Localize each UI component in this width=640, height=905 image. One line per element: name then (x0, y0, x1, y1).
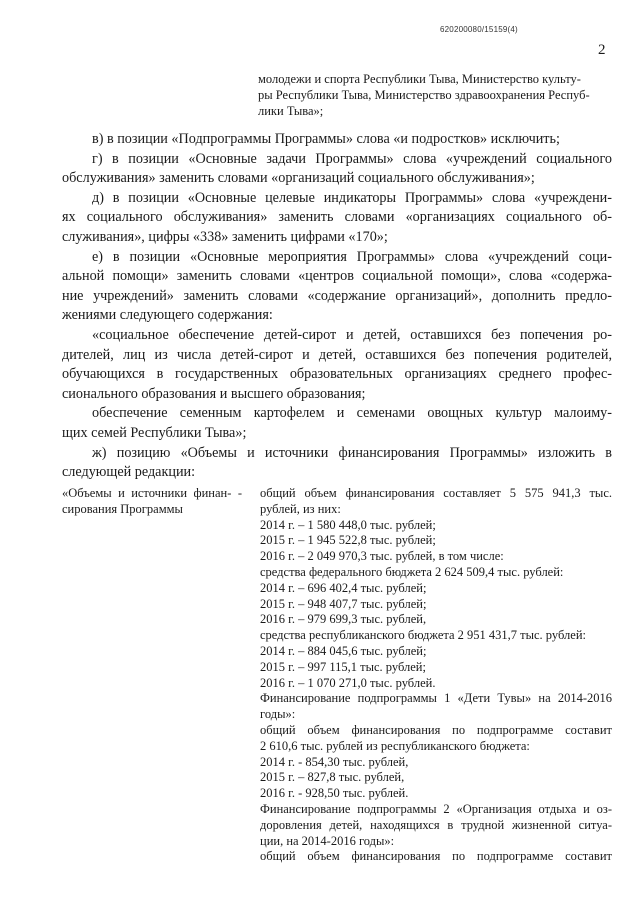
financing-table-label-cell (62, 486, 242, 518)
paragraph-line: ж) позицию «Объемы и источники финансирования Программы» изложить в (92, 444, 612, 461)
table-value-line: 2016 г. – 979 699,3 тыс. рублей, (260, 612, 427, 627)
table-value-line: Финансирование подпрограммы 1 «Дети Тувы» на 2014-2016 (260, 691, 612, 706)
paragraph-g (62, 150, 612, 189)
paragraph-line: ях социального обслуживания» заменить словами «организациях социального об- (62, 209, 612, 226)
table-value-line: 2015 г. – 948 407,7 тыс. рублей; (260, 596, 427, 611)
table-value-line: доровления детей, находящихся в трудной жизненной ситуа- (260, 817, 612, 832)
paragraph-line: в) в позиции «Подпрограммы Программы» слова «и подростков» исключить; (92, 131, 560, 147)
table-value-line: годы»: (260, 707, 296, 722)
paragraph-line: ние учреждений» заменить словами «содержание организаций», дополнить предло- (62, 287, 612, 304)
table-value-line: 2016 г. – 1 070 271,0 тыс. рублей. (260, 675, 436, 690)
table-value-line: 2015 г. – 997 115,1 тыс. рублей; (260, 659, 426, 674)
paragraph-social-support (62, 326, 612, 404)
paragraph-line: обучающихся в государственных образовательных организациях среднего профес- (62, 366, 612, 383)
paragraph-d (62, 189, 612, 248)
table-label-line: «Объемы и источники финан- - (62, 486, 242, 500)
intro-continuation (258, 71, 608, 119)
intro-line: молодежи и спорта Республики Тыва, Министерство культу- (258, 72, 581, 86)
table-value-line: 2015 г. – 1 945 522,8 тыс. рублей; (260, 533, 436, 548)
table-value-line: 2014 г. – 884 045,6 тыс. рублей; (260, 643, 427, 658)
table-value-line: ции, на 2014-2016 годы»: (260, 833, 395, 848)
paragraph-line: обеспечение семенным картофелем и семенами овощных культур малоиму- (92, 405, 612, 422)
table-value-line: 2014 г. - 854,30 тыс. рублей, (260, 754, 409, 769)
table-value-line: общий объем финансирования составляет 5 575 941,3 тыс. (260, 486, 612, 500)
paragraph-seed-supply (62, 404, 612, 443)
table-value-line: 2016 г. - 928,50 тыс. рублей. (260, 786, 409, 801)
table-value-line: общий объем финансирования по подпрограмме составит (260, 849, 612, 864)
table-value-line: средства республиканского бюджета 2 951 431,7 тыс. рублей: (260, 628, 586, 643)
document-registration-number: 620200080/15159(4) (440, 25, 518, 34)
paragraph-line: следующей редакции: (62, 464, 196, 481)
paragraph-line: сионального образования и высшего образования; (62, 385, 366, 402)
paragraph-e (62, 248, 612, 326)
paragraph-v (62, 130, 612, 150)
paragraph-line: обслуживания» заменить словами «организаций социального обслуживания»; (62, 170, 535, 187)
paragraph-line: служивания», цифры «338» заменить цифрами «170»; (62, 228, 388, 245)
table-value-line: 2014 г. – 1 580 448,0 тыс. рублей; (260, 517, 436, 532)
paragraph-line: д) в позиции «Основные целевые индикаторы Программы» слова «учреждени- (92, 189, 612, 206)
table-value-line: Финансирование подпрограммы 2 «Организация отдыха и оз- (260, 801, 612, 816)
table-value-line: 2015 г. – 827,8 тыс. рублей, (260, 770, 405, 785)
table-value-line: общий объем финансирования по подпрограмме составит (260, 722, 612, 737)
table-value-line: рублей, из них: (260, 501, 341, 516)
table-value-line: 2016 г. – 2 049 970,3 тыс. рублей, в том числе: (260, 549, 504, 564)
paragraph-zh (62, 444, 612, 483)
paragraph-line: дителей, лиц из числа детей-сирот и детей, оставшихся без попечения родителей, (62, 346, 612, 363)
paragraph-line: альной помощи» заменить словами «центров социальной помощи», слова «содержа- (62, 268, 612, 285)
amendment-paragraphs (62, 130, 612, 483)
paragraph-line: щих семей Республики Тыва»; (62, 424, 247, 441)
table-value-line: средства федерального бюджета 2 624 509,4 тыс. рублей: (260, 564, 564, 579)
financing-table-value-cell (260, 486, 612, 865)
paragraph-line: г) в позиции «Основные задачи Программы» слова «учреждений социального (92, 150, 612, 167)
intro-line: ры Республики Тыва, Министерство здравоохранения Респуб- (258, 88, 590, 102)
table-value-line: 2014 г. – 696 402,4 тыс. рублей; (260, 580, 427, 595)
paragraph-line: жениями следующего содержания: (62, 307, 273, 324)
intro-line: лики Тыва»; (258, 104, 324, 118)
paragraph-line: е) в позиции «Основные мероприятия Программы» слова «учреждений соци- (92, 248, 612, 265)
paragraph-line: «социальное обеспечение детей-сирот и детей, оставшихся без попечения ро- (92, 326, 612, 343)
table-value-line: 2 610,6 тыс. рублей из республиканского бюджета: (260, 738, 530, 753)
page-number: 2 (598, 42, 606, 58)
table-label-line: сирования Программы (62, 501, 183, 516)
